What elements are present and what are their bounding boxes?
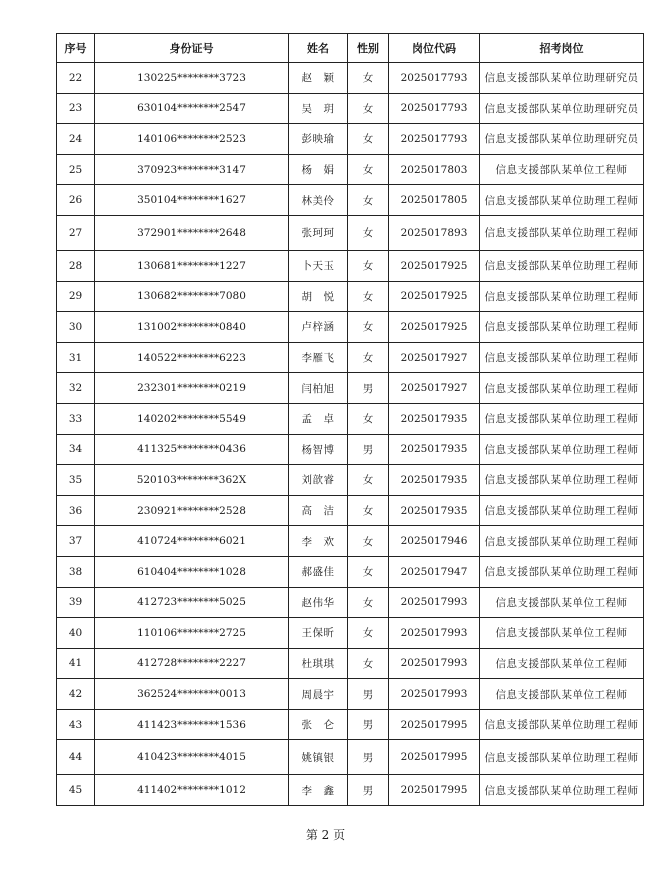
table-row — [57, 154, 644, 185]
table-row — [57, 526, 644, 557]
table-row — [57, 495, 644, 526]
cell-post-code: 2025017805 — [389, 185, 480, 216]
cell-gender: 女 — [348, 281, 389, 312]
cell-name: 王保昕 — [289, 618, 348, 649]
table-row — [57, 556, 644, 587]
cell-id-number: 230921********2528 — [95, 495, 289, 526]
cell-id-number: 610404********1028 — [95, 556, 289, 587]
page-number: 第 2 页 — [305, 828, 346, 842]
cell-index: 25 — [57, 154, 95, 185]
cell-name: 张 仑 — [289, 709, 348, 740]
cell-index: 23 — [57, 93, 95, 124]
cell-post-title: 信息支援部队某单位助理工程师 — [480, 740, 644, 775]
cell-name: 卜天玉 — [289, 250, 348, 281]
table-body — [57, 63, 644, 806]
cell-post-code: 2025017793 — [389, 93, 480, 124]
cell-name: 卢梓涵 — [289, 312, 348, 343]
cell-index: 36 — [57, 495, 95, 526]
cell-post-title: 信息支援部队某单位助理工程师 — [480, 250, 644, 281]
table-row — [57, 618, 644, 649]
cell-id-number: 410423********4015 — [95, 740, 289, 775]
cell-name: 姚镇银 — [289, 740, 348, 775]
cell-post-code: 2025017927 — [389, 342, 480, 373]
cell-index: 45 — [57, 775, 95, 806]
cell-post-title: 信息支援部队某单位助理工程师 — [480, 465, 644, 496]
cell-post-code: 2025017995 — [389, 709, 480, 740]
cell-id-number: 110106********2725 — [95, 618, 289, 649]
cell-post-code: 2025017793 — [389, 63, 480, 94]
cell-post-code: 2025017993 — [389, 618, 480, 649]
cell-name: 吴 玥 — [289, 93, 348, 124]
cell-post-code: 2025017925 — [389, 250, 480, 281]
cell-index: 29 — [57, 281, 95, 312]
cell-post-title: 信息支援部队某单位助理研究员 — [480, 124, 644, 155]
cell-name: 林美伶 — [289, 185, 348, 216]
header-post-title: 招考岗位 — [480, 34, 644, 63]
cell-post-title: 信息支援部队某单位助理工程师 — [480, 495, 644, 526]
cell-post-title: 信息支援部队某单位助理工程师 — [480, 556, 644, 587]
cell-gender: 男 — [348, 709, 389, 740]
cell-post-title: 信息支援部队某单位工程师 — [480, 154, 644, 185]
cell-name: 李 鑫 — [289, 775, 348, 806]
cell-post-title: 信息支援部队某单位助理工程师 — [480, 403, 644, 434]
table-row — [57, 250, 644, 281]
cell-id-number: 411325********0436 — [95, 434, 289, 465]
table-row — [57, 312, 644, 343]
cell-gender: 女 — [348, 648, 389, 679]
cell-post-code: 2025017946 — [389, 526, 480, 557]
cell-id-number: 130225********3723 — [95, 63, 289, 94]
cell-post-code: 2025017947 — [389, 556, 480, 587]
cell-name: 张珂珂 — [289, 215, 348, 250]
cell-id-number: 350104********1627 — [95, 185, 289, 216]
cell-gender: 女 — [348, 465, 389, 496]
table-row — [57, 93, 644, 124]
cell-gender: 女 — [348, 403, 389, 434]
cell-post-code: 2025017993 — [389, 679, 480, 710]
cell-id-number: 362524********0013 — [95, 679, 289, 710]
cell-id-number: 140202********5549 — [95, 403, 289, 434]
cell-post-code: 2025017893 — [389, 215, 480, 250]
cell-post-title: 信息支援部队某单位助理研究员 — [480, 93, 644, 124]
cell-name: 李 欢 — [289, 526, 348, 557]
cell-post-code: 2025017803 — [389, 154, 480, 185]
cell-name: 胡 悦 — [289, 281, 348, 312]
cell-id-number: 372901********2648 — [95, 215, 289, 250]
cell-name: 刘歆睿 — [289, 465, 348, 496]
cell-post-title: 信息支援部队某单位助理工程师 — [480, 526, 644, 557]
table-row — [57, 124, 644, 155]
table-row — [57, 740, 644, 775]
cell-post-title: 信息支援部队某单位助理工程师 — [480, 709, 644, 740]
cell-index: 41 — [57, 648, 95, 679]
cell-index: 42 — [57, 679, 95, 710]
table-row — [57, 679, 644, 710]
table-row — [57, 587, 644, 618]
cell-index: 26 — [57, 185, 95, 216]
cell-post-title: 信息支援部队某单位工程师 — [480, 648, 644, 679]
cell-gender: 女 — [348, 556, 389, 587]
cell-name: 杜琪琪 — [289, 648, 348, 679]
cell-post-code: 2025017995 — [389, 740, 480, 775]
cell-post-code: 2025017935 — [389, 434, 480, 465]
cell-index: 31 — [57, 342, 95, 373]
cell-name: 赵伟华 — [289, 587, 348, 618]
cell-id-number: 630104********2547 — [95, 93, 289, 124]
cell-name: 赵 颖 — [289, 63, 348, 94]
cell-post-title: 信息支援部队某单位助理工程师 — [480, 185, 644, 216]
cell-post-title: 信息支援部队某单位工程师 — [480, 587, 644, 618]
table-row — [57, 281, 644, 312]
table-row — [57, 709, 644, 740]
cell-post-code: 2025017925 — [389, 312, 480, 343]
cell-gender: 女 — [348, 618, 389, 649]
cell-name: 李雁飞 — [289, 342, 348, 373]
table-row — [57, 215, 644, 250]
cell-name: 孟 卓 — [289, 403, 348, 434]
cell-index: 43 — [57, 709, 95, 740]
cell-name: 闫柏旭 — [289, 373, 348, 404]
cell-index: 27 — [57, 215, 95, 250]
cell-gender: 女 — [348, 342, 389, 373]
cell-name: 杨 娟 — [289, 154, 348, 185]
table-row — [57, 373, 644, 404]
cell-gender: 男 — [348, 740, 389, 775]
cell-gender: 男 — [348, 775, 389, 806]
cell-post-code: 2025017935 — [389, 465, 480, 496]
cell-index: 44 — [57, 740, 95, 775]
header-gender: 性别 — [348, 34, 389, 63]
cell-id-number: 140522********6223 — [95, 342, 289, 373]
cell-post-title: 信息支援部队某单位助理研究员 — [480, 63, 644, 94]
cell-gender: 女 — [348, 587, 389, 618]
cell-gender: 女 — [348, 250, 389, 281]
cell-id-number: 410724********6021 — [95, 526, 289, 557]
cell-index: 32 — [57, 373, 95, 404]
cell-index: 40 — [57, 618, 95, 649]
cell-index: 39 — [57, 587, 95, 618]
cell-post-title: 信息支援部队某单位助理工程师 — [480, 342, 644, 373]
cell-name: 彭映瑜 — [289, 124, 348, 155]
cell-gender: 女 — [348, 185, 389, 216]
cell-post-title: 信息支援部队某单位助理工程师 — [480, 373, 644, 404]
cell-gender: 女 — [348, 93, 389, 124]
cell-index: 35 — [57, 465, 95, 496]
cell-post-title: 信息支援部队某单位助理工程师 — [480, 215, 644, 250]
cell-gender: 男 — [348, 434, 389, 465]
cell-index: 34 — [57, 434, 95, 465]
header-id-number: 身份证号 — [95, 34, 289, 63]
table-row — [57, 434, 644, 465]
table-row — [57, 775, 644, 806]
header-index: 序号 — [57, 34, 95, 63]
table-row — [57, 648, 644, 679]
cell-index: 30 — [57, 312, 95, 343]
cell-id-number: 412723********5025 — [95, 587, 289, 618]
cell-post-title: 信息支援部队某单位助理工程师 — [480, 312, 644, 343]
cell-name: 高 洁 — [289, 495, 348, 526]
cell-index: 33 — [57, 403, 95, 434]
cell-post-code: 2025017993 — [389, 648, 480, 679]
cell-id-number: 411423********1536 — [95, 709, 289, 740]
cell-gender: 女 — [348, 154, 389, 185]
cell-gender: 女 — [348, 63, 389, 94]
cell-id-number: 412728********2227 — [95, 648, 289, 679]
cell-gender: 男 — [348, 679, 389, 710]
table-header-row — [57, 34, 644, 63]
header-post-code: 岗位代码 — [389, 34, 480, 63]
cell-gender: 女 — [348, 495, 389, 526]
table-row — [57, 185, 644, 216]
cell-post-code: 2025017993 — [389, 587, 480, 618]
cell-gender: 女 — [348, 526, 389, 557]
cell-id-number: 131002********0840 — [95, 312, 289, 343]
table-row — [57, 465, 644, 496]
cell-id-number: 370923********3147 — [95, 154, 289, 185]
header-name: 姓名 — [289, 34, 348, 63]
cell-index: 22 — [57, 63, 95, 94]
cell-index: 38 — [57, 556, 95, 587]
cell-post-code: 2025017935 — [389, 403, 480, 434]
cell-name: 杨智博 — [289, 434, 348, 465]
cell-name: 郝盛佳 — [289, 556, 348, 587]
cell-id-number: 411402********1012 — [95, 775, 289, 806]
cell-gender: 男 — [348, 373, 389, 404]
cell-index: 28 — [57, 250, 95, 281]
table-row — [57, 63, 644, 94]
cell-gender: 女 — [348, 312, 389, 343]
cell-post-title: 信息支援部队某单位工程师 — [480, 618, 644, 649]
cell-post-title: 信息支援部队某单位助理工程师 — [480, 434, 644, 465]
cell-index: 24 — [57, 124, 95, 155]
cell-gender: 女 — [348, 124, 389, 155]
cell-name: 周晨宇 — [289, 679, 348, 710]
cell-id-number: 140106********2523 — [95, 124, 289, 155]
cell-post-code: 2025017925 — [389, 281, 480, 312]
cell-gender: 女 — [348, 215, 389, 250]
table-row — [57, 403, 644, 434]
cell-post-code: 2025017935 — [389, 495, 480, 526]
cell-id-number: 130682********7080 — [95, 281, 289, 312]
cell-index: 37 — [57, 526, 95, 557]
cell-post-title: 信息支援部队某单位助理工程师 — [480, 775, 644, 806]
cell-post-code: 2025017995 — [389, 775, 480, 806]
cell-post-title: 信息支援部队某单位助理工程师 — [480, 281, 644, 312]
cell-id-number: 130681********1227 — [95, 250, 289, 281]
cell-post-title: 信息支援部队某单位工程师 — [480, 679, 644, 710]
table-row — [57, 342, 644, 373]
candidate-table — [56, 33, 644, 806]
cell-id-number: 232301********0219 — [95, 373, 289, 404]
cell-id-number: 520103********362X — [95, 465, 289, 496]
cell-post-code: 2025017927 — [389, 373, 480, 404]
cell-post-code: 2025017793 — [389, 124, 480, 155]
